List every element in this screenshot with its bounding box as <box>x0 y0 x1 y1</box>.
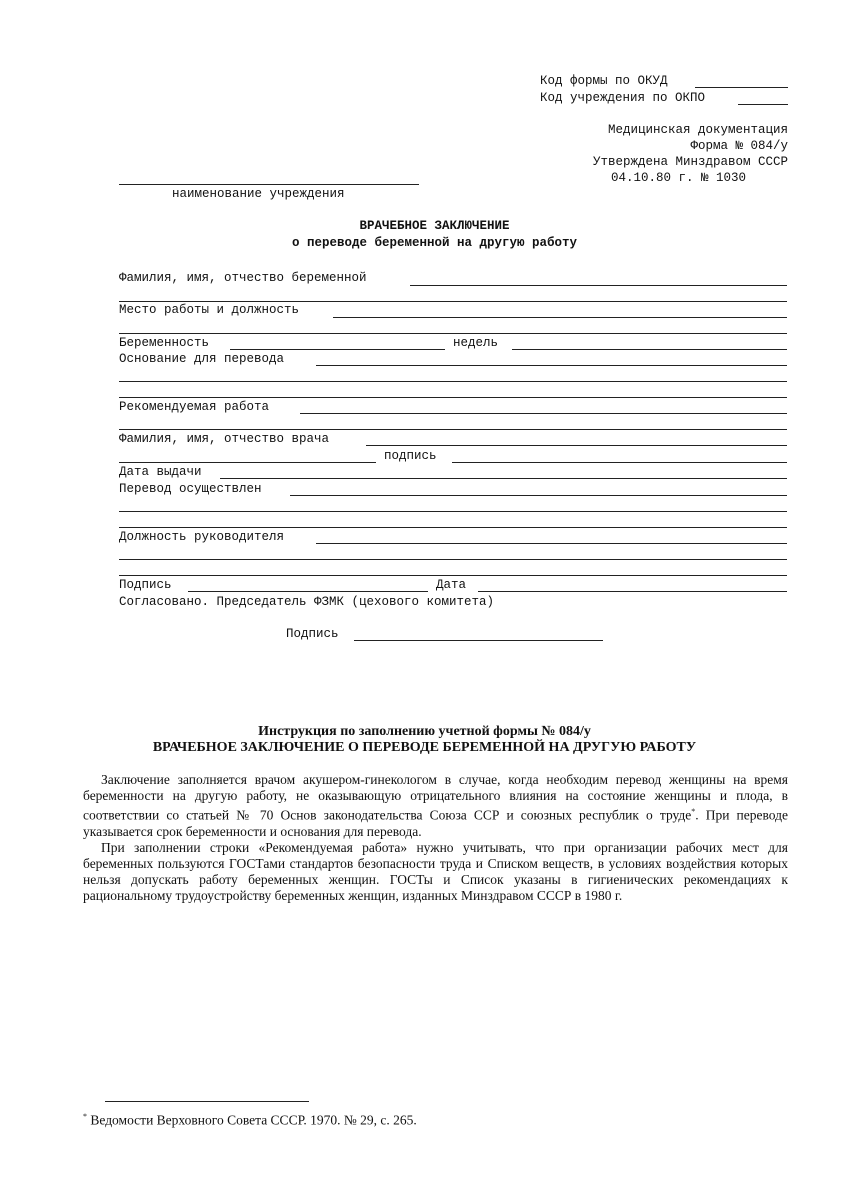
form-number: Форма № 084/у <box>690 139 788 153</box>
fio-doctor-field[interactable] <box>366 445 787 446</box>
form-title-line1: ВРАЧЕБНОЕ ЗАКЛЮЧЕНИЕ <box>359 219 510 233</box>
pregnancy-field[interactable] <box>230 349 445 350</box>
recommended-field[interactable] <box>300 413 787 414</box>
paragraph-1-part-b: . При переводе указывается срок беременности и основания для перевода. <box>83 807 788 839</box>
reason-field[interactable] <box>316 365 787 366</box>
transfer-done-label: Перевод осуществлен <box>119 482 262 496</box>
footnote-ref: * <box>691 807 696 816</box>
signature-field[interactable] <box>188 591 428 592</box>
approved-date: 04.10.80 г. № 1030 <box>611 171 747 185</box>
weeks-field[interactable] <box>512 349 787 350</box>
okpo-field[interactable] <box>738 104 788 105</box>
footnote-text: Ведомости Верховного Совета СССР. 1970. № 29, с. 265. <box>87 1112 417 1128</box>
instruction-subtitle: ВРАЧЕБНОЕ ЗАКЛЮЧЕНИЕ О ПЕРЕВОДЕ БЕРЕМЕННОЙ НА ДРУГУЮ РАБОТУ <box>152 740 697 755</box>
footnote-mark: * <box>83 1112 87 1121</box>
workplace-field[interactable] <box>333 317 787 318</box>
fio-doctor-label: Фамилия, имя, отчество врача <box>119 432 330 446</box>
okud-label: Код формы по ОКУД <box>540 74 668 88</box>
weeks-label: недель <box>453 336 499 350</box>
reason-label: Основание для перевода <box>119 352 285 366</box>
pregnancy-label: Беременность <box>119 336 210 350</box>
recommended-label: Рекомендуемая работа <box>119 400 270 414</box>
date-field[interactable] <box>478 591 787 592</box>
transfer-done-field-2[interactable] <box>119 511 787 512</box>
transfer-done-field-3[interactable] <box>119 527 787 528</box>
institution-field[interactable] <box>119 184 419 185</box>
med-doc: Медицинская документация <box>607 123 788 137</box>
signature-label: Подпись <box>119 578 172 592</box>
bottom-signature-field[interactable] <box>354 640 603 641</box>
reason-field-3[interactable] <box>119 397 787 398</box>
fio-doctor-field-2[interactable] <box>119 462 376 463</box>
instruction-paragraph-1 <box>83 772 788 840</box>
fio-pregnant-field[interactable] <box>410 285 787 286</box>
approved-by: Утверждена Минздравом СССР <box>592 155 788 169</box>
paragraph-1-part-a: Заключение заполняется врачом акушером-гинекологом в случае, когда необходим перевод женщины на время беременности на другую работу, не оказывающую отрицательного влияния на состояние женщины и плода, в соответствии со статьей № 70 Основ законодательства Союза ССР и союзных республик о труде <box>83 772 788 823</box>
okud-field[interactable] <box>695 87 788 88</box>
head-position-field-2[interactable] <box>119 559 787 560</box>
instruction-title: Инструкция по заполнению учетной формы № 084/у <box>258 724 591 739</box>
head-position-field-3[interactable] <box>119 575 787 576</box>
head-position-field[interactable] <box>316 543 787 544</box>
footnote-divider <box>105 1101 309 1102</box>
okpo-label: Код учреждения по ОКПО <box>540 91 706 105</box>
date-label: Дата <box>436 578 467 592</box>
transfer-done-field[interactable] <box>290 495 787 496</box>
recommended-field-2[interactable] <box>119 429 787 430</box>
form-title-line2: о переводе беременной на другую работу <box>291 236 578 250</box>
agreed-label: Согласовано. Председатель ФЗМК (цехового комитета) <box>119 595 495 609</box>
fio-pregnant-label: Фамилия, имя, отчество беременной <box>119 271 367 285</box>
reason-field-2[interactable] <box>119 381 787 382</box>
workplace-label: Место работы и должность <box>119 303 300 317</box>
institution-caption: наименование учреждения <box>172 187 345 201</box>
head-position-label: Должность руководителя <box>119 530 285 544</box>
issue-date-label: Дата выдачи <box>119 465 202 479</box>
instruction-text <box>83 772 788 904</box>
issue-date-field[interactable] <box>220 478 787 479</box>
footnote <box>83 1112 417 1129</box>
workplace-field-2[interactable] <box>119 333 787 334</box>
doctor-signature-label: подпись <box>384 449 437 463</box>
doctor-signature-field[interactable] <box>452 462 787 463</box>
instruction-paragraph-2: При заполнении строки «Рекомендуемая работа» нужно учитывать, что при организации рабочих мест для беременных пользуются ГОСТами стандартов безопасности труда и Списком веществ, в условиях воздействия которых нельзя допускать работу беременных женщин. ГОСТы и Список указаны в гигиенических рекомендациях к рациональному трудоустройству беременных женщин, изданных Минздравом СССР в 1980 г. <box>83 839 788 903</box>
bottom-signature-label: Подпись <box>286 627 339 641</box>
